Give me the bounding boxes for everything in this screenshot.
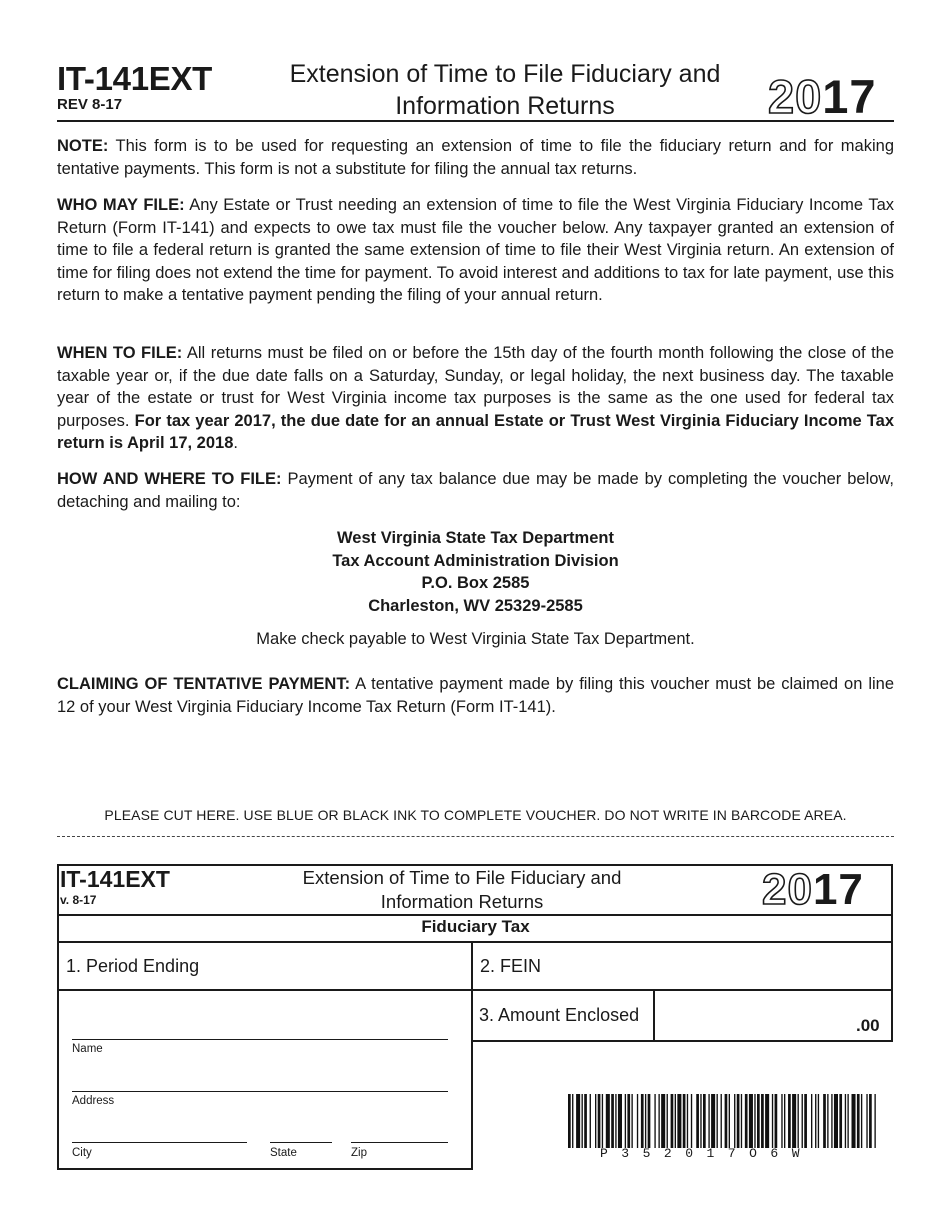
- city-input[interactable]: [72, 1142, 247, 1143]
- barcode-bar: [737, 1094, 740, 1148]
- claiming-label: CLAIMING OF TENTATIVE PAYMENT:: [57, 675, 351, 693]
- barcode-bar: [741, 1094, 742, 1148]
- amount-box-divider: [653, 990, 655, 1041]
- barcode-bar: [677, 1094, 681, 1148]
- mailing-address: [57, 527, 894, 617]
- barcode-bar: [671, 1094, 674, 1148]
- barcode-bar: [618, 1094, 622, 1148]
- zip-label: Zip: [351, 1147, 367, 1159]
- voucher-tax-year: [762, 866, 864, 914]
- amount-cents: .00: [856, 1016, 880, 1035]
- check-payable-note: Make check payable to West Virginia State Tax Department.: [256, 630, 695, 648]
- title-line-1: Extension of Time to File Fiduciary and: [289, 60, 721, 88]
- voucher-row-divider: [57, 989, 893, 991]
- barcode-bar: [641, 1094, 644, 1148]
- city-label: City: [72, 1147, 92, 1159]
- barcode-bar: [631, 1094, 632, 1148]
- who-may-file-text: Any Estate or Trust needing an extension of time to file the West Virginia Fiduciary Income Tax Return (Form IT-141) and expects to owe tax must file the voucher below. Any taxpayer granted an extension of time to file a federal return is granted the same extension of time to file their West Virginia return. An extension of time for filing does not extend the time for payment. To avoid interest and additions to tax for late payment, use this return to make a tentative payment pending the filing of your annual return.: [57, 196, 894, 304]
- address-input[interactable]: [72, 1091, 448, 1092]
- address-line-4: Charleston, WV 25329-2585: [368, 596, 583, 615]
- when-to-file-label: WHEN TO FILE:: [57, 344, 183, 362]
- barcode-bar: [606, 1094, 610, 1148]
- barcode-bar: [683, 1094, 686, 1148]
- address-line-2: Tax Account Administration Division: [332, 551, 619, 570]
- barcode-bar: [815, 1094, 816, 1148]
- cut-instruction: PLEASE CUT HERE. USE BLUE OR BLACK INK TO COMPLETE VOUCHER. DO NOT WRITE IN BARCODE AREA.: [104, 807, 847, 823]
- state-label: State: [270, 1147, 297, 1159]
- barcode-bar: [845, 1094, 846, 1148]
- claiming-paragraph: [57, 673, 894, 718]
- barcode-bar: [757, 1094, 760, 1148]
- barcode-bar: [772, 1094, 773, 1148]
- barcode-bar: [749, 1094, 753, 1148]
- barcode-bar: [602, 1094, 603, 1148]
- barcode-bar: [582, 1094, 583, 1148]
- voucher-section-divider: [57, 941, 893, 943]
- who-may-file-paragraph: [57, 194, 894, 307]
- voucher-revision: v. 8-17: [60, 893, 97, 907]
- barcode-bar: [590, 1094, 591, 1148]
- when-to-file-paragraph: [57, 342, 894, 455]
- barcode-bar: [572, 1094, 573, 1148]
- barcode-bar: [847, 1094, 848, 1148]
- barcode-bar: [831, 1094, 832, 1148]
- claiming-text: A tentative payment made by filing this voucher must be claimed on line 12 of your West Virginia Fiduciary Income Tax Return (Form IT-141).: [57, 675, 895, 716]
- barcode-bar: [568, 1094, 571, 1148]
- barcode-bar: [839, 1094, 842, 1148]
- name-label: Name: [72, 1043, 103, 1055]
- barcode-bar: [595, 1094, 596, 1148]
- barcode-bar: [792, 1094, 796, 1148]
- barcode-bar: [734, 1094, 735, 1148]
- barcode: [568, 1094, 876, 1148]
- barcode-bar: [729, 1094, 730, 1148]
- how-where-text: Payment of any tax balance due may be made by completing the voucher below, detaching and mailing to:: [57, 470, 894, 511]
- title-line-2: Information Returns: [395, 92, 615, 120]
- voucher-right-border: [891, 864, 893, 1042]
- barcode-bar: [637, 1094, 638, 1148]
- barcode-bar: [811, 1094, 812, 1148]
- voucher-year-solid: 17: [812, 865, 864, 914]
- barcode-bar: [584, 1094, 587, 1148]
- amount-enclosed-label: 3. Amount Enclosed: [479, 1005, 640, 1025]
- voucher-title-line-2: Information Returns: [380, 891, 544, 912]
- form-number: IT-141EXT: [57, 60, 213, 97]
- barcode-bar: [874, 1094, 875, 1148]
- barcode-bar: [611, 1094, 614, 1148]
- name-input[interactable]: [72, 1039, 448, 1040]
- voucher-bottom-border: [57, 1168, 473, 1170]
- barcode-bar: [661, 1094, 665, 1148]
- amount-bottom-border: [471, 1040, 893, 1042]
- note-paragraph: [57, 135, 894, 180]
- address-label: Address: [72, 1095, 115, 1107]
- note-text: This form is to be used for requesting an extension of time to file the fiduciary return and for making tentative payments. This form is not a substitute for filing the annual tax returns.: [57, 137, 894, 178]
- barcode-bar: [700, 1094, 701, 1148]
- who-may-file-label: WHO MAY FILE:: [57, 196, 185, 214]
- barcode-bar: [615, 1094, 616, 1148]
- barcode-bar: [708, 1094, 709, 1148]
- page-title: [255, 58, 755, 122]
- fein-field[interactable]: 2. FEIN: [480, 956, 542, 976]
- barcode-bar: [784, 1094, 785, 1148]
- voucher-title-line-1: Extension of Time to File Fiduciary and: [302, 867, 622, 888]
- barcode-bar: [725, 1094, 728, 1148]
- barcode-text: P352017O6W: [600, 1146, 814, 1161]
- barcode-bar: [852, 1094, 856, 1148]
- address-line-1: West Virginia State Tax Department: [337, 529, 614, 547]
- tax-year: [768, 72, 877, 122]
- amount-enclosed-input[interactable]: [656, 992, 890, 1039]
- barcode-bar: [648, 1094, 651, 1148]
- barcode-bar: [765, 1094, 769, 1148]
- barcode-bar: [818, 1094, 819, 1148]
- barcode-bar: [788, 1094, 791, 1148]
- barcode-bar: [745, 1094, 748, 1148]
- tax-year-solid: 17: [822, 70, 877, 123]
- voucher-year-outline: 20: [762, 865, 813, 914]
- period-ending-field[interactable]: 1. Period Ending: [66, 956, 200, 976]
- barcode-bar: [625, 1094, 626, 1148]
- barcode-bar: [827, 1094, 828, 1148]
- voucher-title: [262, 866, 662, 914]
- state-input[interactable]: [270, 1142, 332, 1143]
- barcode-bar: [798, 1094, 799, 1148]
- due-date-statement: For tax year 2017, the due date for an annual Estate or Trust West Virginia Fiduciary Income Tax return is April 17, 2018: [57, 411, 895, 452]
- barcode-bar: [721, 1094, 722, 1148]
- barcode-bar: [687, 1094, 688, 1148]
- header-rule: [57, 120, 894, 122]
- form-revision: REV 8-17: [57, 96, 123, 113]
- when-to-file-text: All returns must be filed on or before the 15th day of the fourth month following the close of the taxable year or, if the due date falls on a Saturday, Sunday, or legal holiday, the next business day. The taxable year of the estate or trust for West Virginia income tax purposes is the same as the one used for federal tax purposes.: [57, 344, 895, 430]
- barcode-bar: [869, 1094, 872, 1148]
- note-label: NOTE:: [57, 137, 109, 155]
- address-line-3: P.O. Box 2585: [421, 574, 530, 592]
- voucher-left-border: [57, 864, 59, 1170]
- barcode-bar: [861, 1094, 862, 1148]
- barcode-bar: [781, 1094, 782, 1148]
- barcode-bar: [598, 1094, 601, 1148]
- voucher-middle-divider: [471, 941, 473, 1170]
- barcode-bar: [857, 1094, 860, 1148]
- barcode-bar: [576, 1094, 580, 1148]
- barcode-bar: [627, 1094, 630, 1148]
- barcode-bar: [834, 1094, 838, 1148]
- barcode-bar: [658, 1094, 659, 1148]
- zip-input[interactable]: [351, 1142, 448, 1143]
- barcode-bar: [654, 1094, 655, 1148]
- barcode-bar: [804, 1094, 807, 1148]
- barcode-bar: [775, 1094, 778, 1148]
- when-to-file-end: .: [233, 434, 238, 452]
- barcode-bar: [703, 1094, 706, 1148]
- barcode-bar: [866, 1094, 867, 1148]
- how-where-label: HOW AND WHERE TO FILE:: [57, 470, 282, 488]
- barcode-bar: [754, 1094, 755, 1148]
- barcode-bar: [667, 1094, 668, 1148]
- barcode-bar: [696, 1094, 699, 1148]
- barcode-bar: [691, 1094, 692, 1148]
- tax-year-outline: 20: [768, 70, 823, 123]
- barcode-bar: [717, 1094, 718, 1148]
- voucher-form-number: IT-141EXT: [60, 866, 170, 892]
- cut-line: [57, 836, 894, 837]
- barcode-bar: [675, 1094, 676, 1148]
- how-where-paragraph: [57, 468, 894, 513]
- barcode-bar: [645, 1094, 646, 1148]
- barcode-bar: [761, 1094, 764, 1148]
- barcode-bar: [711, 1094, 715, 1148]
- voucher-section-title: Fiduciary Tax: [421, 917, 530, 936]
- voucher-header-divider: [57, 914, 893, 916]
- barcode-bar: [823, 1094, 826, 1148]
- barcode-bar: [802, 1094, 803, 1148]
